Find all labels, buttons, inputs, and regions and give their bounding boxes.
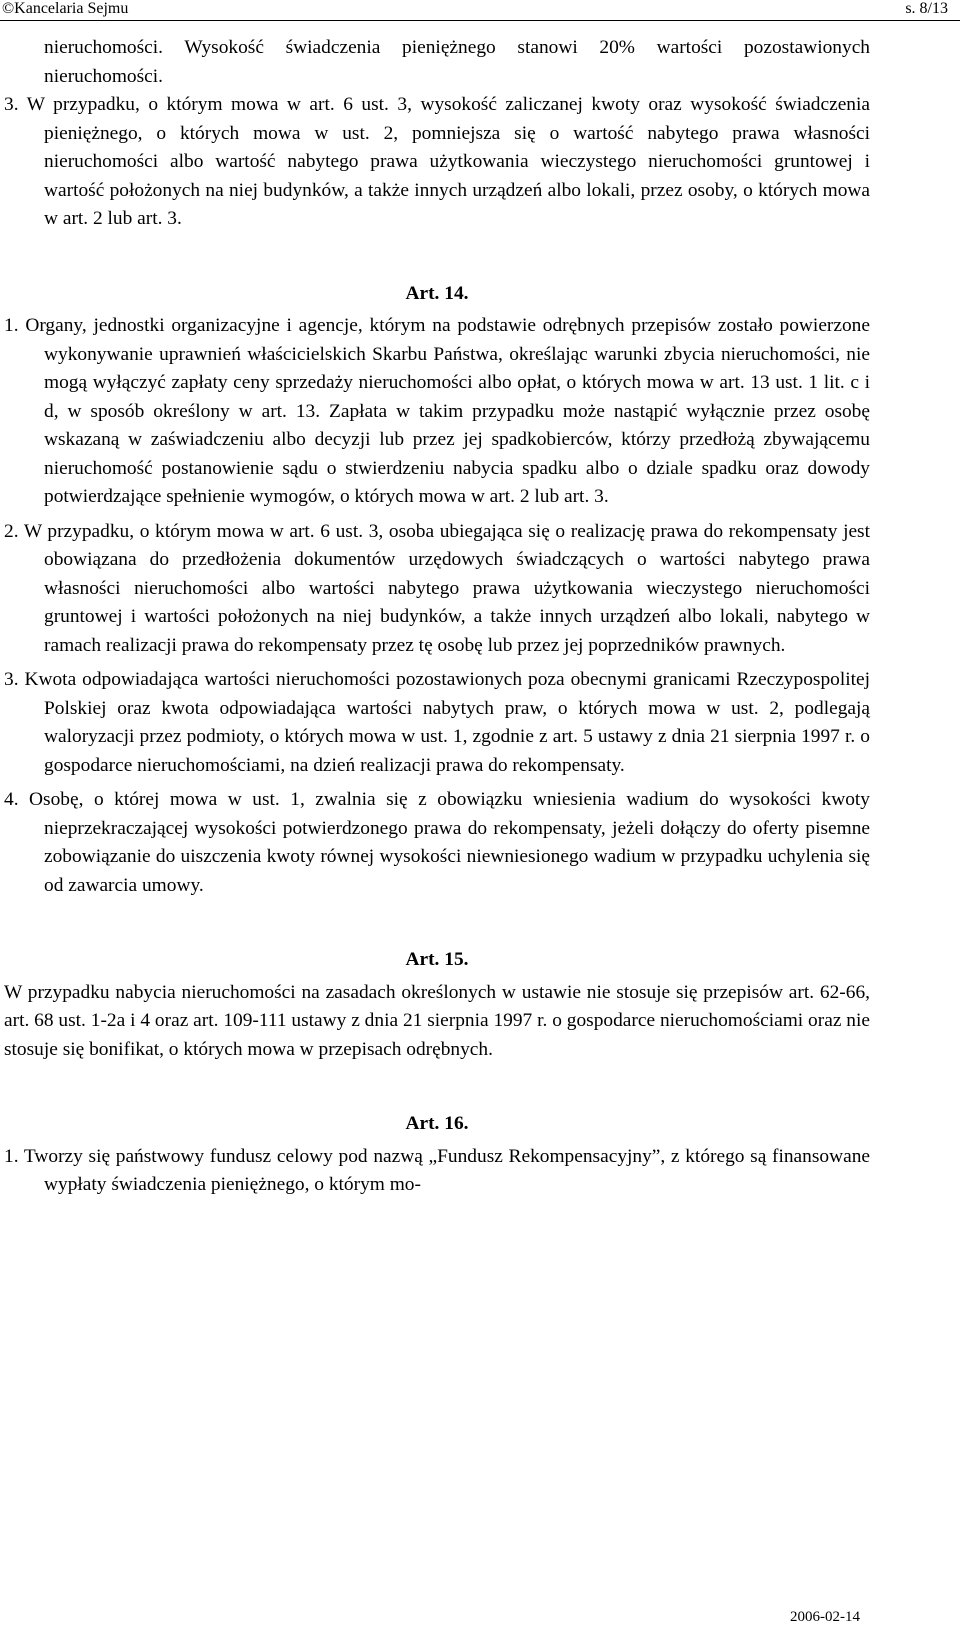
art15-text: W przypadku nabycia nieruchomości na zasadach określonych w ustawie nie stosuje się przepisów art. 62-66, art. 68 ust. 1-2a i 4 oraz art. 109-111 ustawy z dnia 21 sierpnia 1997 r. o gospodarce nieruchomościami oraz nie stosuje się bonifikat, o których mowa w przepisach odrębnych. [4, 981, 870, 1060]
art14-item-2: 2. W przypadku, o którym mowa w art. 6 ust. 3, osoba ubiegająca się o realizację prawa do rekompensaty jest obowiązana do przedłożenia dokumentów urzędowych świadczących o wartości nabytego prawa własności nieruchomości albo wartości nabytego prawa użytkowania wieczystego nieruchomości gruntowej i wartości położonych na niej budynków, a także innych urządzeń albo lokali, nabytego w ramach realizacji prawa do rekompensaty przez tę osobę lub przez jej poprzedników prawnych. [4, 520, 870, 656]
header-page-number: s. 8/13 [905, 0, 948, 17]
art14-item-1: 1. Organy, jednostki organizacyjne i agencje, którym na podstawie odrębnych przepisów zostało powierzone wykonywanie uprawnień właścicielskich Skarbu Państwa, określając warunki zbycia nieruchomości, nie mogą wyłączyć zapłaty ceny sprzedaży nieruchomości albo opłat, o których mowa w art. 13 ust. 1 lit. c i d, w sposób określony w art. 13. Zapłata w takim przypadku może nastąpić wyłącznie przez osobę wskazaną w zaświadczeniu albo decyzji lub przez jej spadkobierców, którzy przedłożą zbywającemu nieruchomość postanowienie sądu o stwierdzeniu nabycia spadku albo o dziale spadku oraz dowody potwierdzające spełnienie wymogów, o których mowa w art. 2 lub art. 3. [4, 315, 870, 507]
document-body [4, 34, 870, 1200]
article-14-heading: Art. 14. [405, 282, 469, 304]
footer-date: 2006-02-14 [790, 1609, 860, 1625]
art14-item-4: 4. Osobę, o której mowa w ust. 1, zwalnia się z obowiązku wniesienia wadium do wysokości kwoty nieprzekraczającej wysokości potwierdzonego prawa do rekompensaty, jeżeli dołączy do oferty pisemne zobowiązanie do uiszczenia kwoty równej wysokości niewniesionego wadium w przypadku uchylenia się od zawarcia umowy. [4, 789, 870, 896]
article-15-heading: Art. 15. [405, 949, 469, 970]
art16-item-1: 1. Tworzy się państwowy fundusz celowy pod nazwą „Fundusz Rekompensacyjny”, z którego są finansowane wypłaty świadczenia pieniężnego, o którym mo- [4, 1145, 870, 1195]
art14-item-3: 3. Kwota odpowiadająca wartości nieruchomości pozostawionych poza obecnymi granicami Rzeczypospolitej Polskiej oraz kwota odpowiadająca wartości nabytych praw, o których mowa w ust. 2, podlegają waloryzacji przez podmioty, o których mowa w ust. 1, zgodnie z art. 5 ustawy z dnia 21 sierpnia 1997 r. o gospodarce nieruchomościami, na dzień realizacji prawa do rekompensaty. [4, 669, 870, 776]
header-rule [0, 20, 960, 21]
header-copyright: ©Kancelaria Sejmu [2, 0, 129, 17]
article-16-heading: Art. 16. [405, 1113, 469, 1134]
page-header [0, 0, 960, 22]
paragraph-continuation: nieruchomości. Wysokość świadczenia pieniężnego stanowi 20% wartości pozostawionych nieruchomości. [44, 37, 870, 87]
paragraph-item-3: 3. W przypadku, o którym mowa w art. 6 ust. 3, wysokość zaliczanej kwoty oraz wysokość świadczenia pieniężnego, o których mowa w ust. 2, pomniejsza się o wartość nabytego prawa własności nieruchomości albo wartość nabytego prawa użytkowania wieczystego nieruchomości gruntowej i wartość położonych na niej budynków, a także innych urządzeń albo lokali, przez osoby, o których mowa w art. 2 lub art. 3. [4, 94, 870, 229]
